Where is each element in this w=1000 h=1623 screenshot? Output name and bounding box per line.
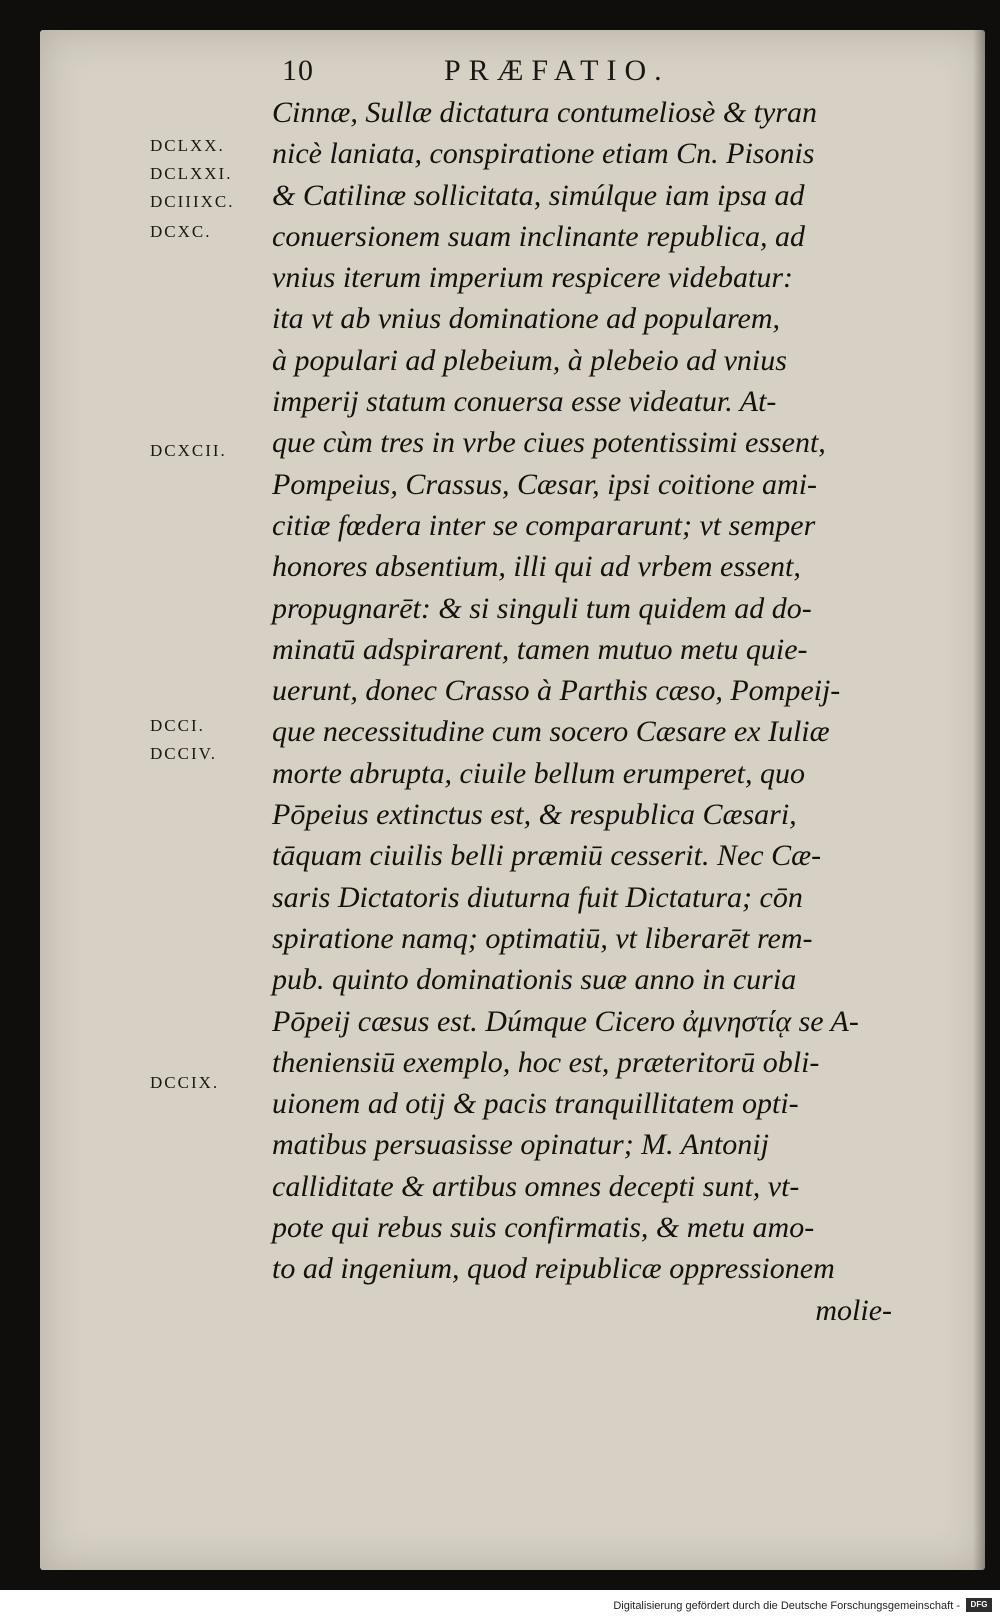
text-line: conuersionem suam inclinante republica, ad: [272, 219, 805, 253]
margin-note: DCIIIXC.: [150, 192, 235, 211]
margin-note: DCCIV.: [150, 744, 217, 763]
text-line: que necessitudine cum socero Cæsare ex Iuliæ: [272, 715, 830, 749]
margin-note: DCXC.: [150, 222, 212, 241]
running-head: [262, 54, 782, 94]
body-text: [272, 92, 922, 1331]
text-line: tāquam ciuilis belli præmiū cesserit. Nec Cæ-: [272, 839, 822, 873]
text-line: à populari ad plebeium, à plebeio ad vnius: [272, 343, 787, 377]
text-line: uionem ad otij & pacis tranquillitatem opti-: [272, 1087, 799, 1121]
text-line: nicè laniata, conspiratione etiam Cn. Pisonis: [272, 137, 815, 171]
page-number: 10: [282, 54, 314, 87]
margin-note: DCCIX.: [150, 1073, 220, 1092]
text-line: Pōpeius extinctus est, & respublica Cæsari,: [272, 798, 797, 832]
text-line: saris Dictatoris diuturna fuit Dictatura; cōn: [272, 880, 803, 914]
text-line: to ad ingenium, quod reipublicæ oppressionem: [272, 1252, 835, 1286]
text-line: Cinnæ, Sullæ dictatura contumeliosè & tyran: [272, 96, 817, 129]
text-line: imperij statum conuersa esse videatur. At-: [272, 385, 777, 419]
text-line: vnius iterum imperium respicere videbatur:: [272, 261, 794, 295]
text-line: morte abrupta, ciuile bellum erumperet, quo: [272, 756, 805, 790]
text-line: uerunt, donec Crasso à Parthis cæso, Pompeij-: [272, 674, 841, 708]
text-line: ita vt ab vnius dominatione ad popularem,: [272, 302, 781, 336]
margin-note: DCLXXI.: [150, 164, 233, 183]
text-line: theniensiū exemplo, hoc est, præteritorū obli-: [272, 1045, 820, 1079]
text-line: matibus persuasisse opinatur; M. Antonij: [272, 1128, 769, 1162]
text-line: pub. quinto dominationis suæ anno in curia: [272, 963, 797, 997]
text-line: & Catilinæ sollicitata, simúlque iam ipsa ad: [272, 178, 805, 212]
text-line: spiratione namq; optimatiū, vt liberarēt rem-: [272, 921, 813, 955]
text-line: Pompeius, Crassus, Cæsar, ipsi coitione ami-: [272, 467, 818, 501]
margin-note: DCLXX.: [150, 136, 225, 155]
text-line: minatū adspirarent, tamen mutuo metu quie-: [272, 632, 808, 666]
text-line: pote qui rebus suis confirmatis, & metu amo-: [272, 1211, 815, 1245]
text-line: Pōpeij cæsus est. Dúmque Cicero ἀμνηστίᾳ se A-: [272, 1004, 859, 1038]
text-line: calliditate & artibus omnes decepti sunt, vt-: [272, 1169, 800, 1203]
text-line: citiæ fœdera inter se compararunt; vt semper: [272, 508, 816, 542]
dfg-logo: DFG: [966, 1598, 992, 1612]
margin-note: DCCI.: [150, 716, 205, 735]
digitization-credit: Digitalisierung gefördert durch die Deutsche Forschungsgemeinschaft -: [613, 1600, 960, 1612]
text-line: honores absentium, illi qui ad vrbem essent,: [272, 550, 801, 584]
page-heading: PRÆFATIO.: [444, 54, 670, 87]
text-line: que cùm tres in vrbe ciues potentissimi essent,: [272, 426, 826, 460]
margin-note: DCXCII.: [150, 441, 227, 460]
text-line: propugnarēt: & si singuli tum quidem ad do-: [272, 591, 812, 625]
catchword: molie-: [815, 1293, 892, 1327]
